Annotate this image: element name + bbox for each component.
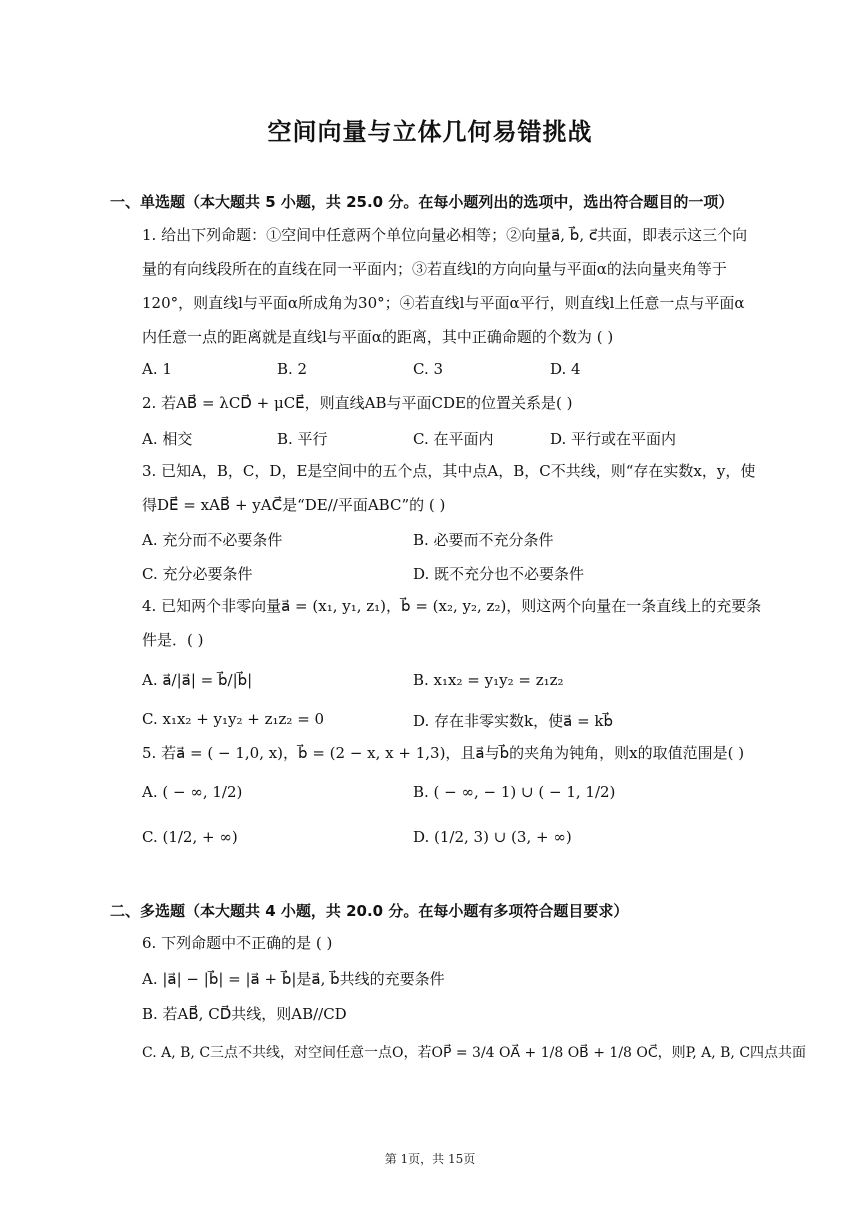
question-2-option-c: C. 在平面内 xyxy=(413,430,494,448)
question-4-line-2: 件是．( ) xyxy=(142,631,204,649)
question-2-option-a: A. 相交 xyxy=(142,430,193,448)
question-5-line-1: 5. 若a⃗ = ( − 1,0, x)，b⃗ = (2 − x, x + 1,3)，且a⃗与b⃗的夹角为钝角，则x的取值范围是( ) xyxy=(142,744,745,762)
question-2-option-b: B. 平行 xyxy=(277,430,328,448)
question-4-option-c: C. x₁x₂ + y₁y₂ + z₁z₂ = 0 xyxy=(142,710,325,728)
question-1-line-3: 120°，则直线l与平面α所成角为30°；④若直线l与平面α平行，则直线l上任意一点与平面α xyxy=(142,294,745,312)
question-5-option-d: D. (1/2, 3) ∪ (3, + ∞) xyxy=(413,828,572,846)
question-1-option-c: C. 3 xyxy=(413,360,444,378)
question-5-stem xyxy=(142,736,762,770)
question-4-option-d: D. 存在非零实数k，使a⃗ = kb⃗ xyxy=(413,712,614,730)
question-6-stem xyxy=(142,926,762,960)
question-5-option-b: B. ( − ∞, − 1) ∪ ( − 1, 1/2) xyxy=(413,783,616,801)
question-4-option-a: A. a⃗/|a⃗| = b⃗/|b⃗| xyxy=(142,671,253,689)
question-2-stem xyxy=(142,386,762,420)
question-3-option-d: D. 既不充分也不必要条件 xyxy=(413,565,585,583)
page-title: 空间向量与立体几何易错挑战 xyxy=(267,118,593,146)
question-1-option-d: D. 4 xyxy=(550,360,581,378)
question-6-option-a: A. |a⃗| − |b⃗| = |a⃗ + b⃗|是a⃗, b⃗共线的充要条件 xyxy=(142,970,445,988)
question-1-line-1: 1. 给出下列命题：①空间中任意两个单位向量必相等；②向量a⃗, b⃗, c⃗共面，即表示这三个向 xyxy=(142,226,748,244)
question-2-line-1: 2. 若AB⃗ = λCD⃗ + μCE⃗，则直线AB与平面CDE的位置关系是( ) xyxy=(142,394,573,412)
question-6-option-b: B. 若AB⃗, CD⃗共线，则AB//CD xyxy=(142,1005,347,1023)
question-4-line-1: 4. 已知两个非零向量a⃗ = (x₁, y₁, z₁)，b⃗ = (x₂, y₂, z₂)，则这两个向量在一条直线上的充要条 xyxy=(142,597,762,615)
question-5-option-c: C. (1/2, + ∞) xyxy=(142,828,238,846)
question-6-option-c: C. A, B, C三点不共线，对空间任意一点O，若OP⃗ = 3/4 OA⃗ + 1/8 OB⃗ + 1/8 OC⃗，则P, A, B, C四点共面 xyxy=(142,1045,807,1061)
question-3-option-c: C. 充分必要条件 xyxy=(142,565,253,583)
page-footer: 第 1页，共 15页 xyxy=(384,1152,476,1166)
section-heading-single-choice: 一、单选题（本大题共 5 小题，共 25.0 分。在每小题列出的选项中，选出符合题目的一项） xyxy=(110,193,734,211)
question-3-line-2: 得DE⃗ = xAB⃗ + yAC⃗是“DE//平面ABC”的 ( ) xyxy=(142,496,446,514)
question-1-option-a: A. 1 xyxy=(142,360,172,378)
question-4-stem xyxy=(142,589,762,657)
question-1-line-2: 量的有向线段所在的直线在同一平面内；③若直线l的方向向量与平面α的法向量夹角等于 xyxy=(142,260,727,278)
question-4-option-b: B. x₁x₂ = y₁y₂ = z₁z₂ xyxy=(413,671,564,689)
question-1-option-b: B. 2 xyxy=(277,360,308,378)
section-heading-multi-choice: 二、多选题（本大题共 4 小题，共 20.0 分。在每小题有多项符合题目要求） xyxy=(110,902,629,920)
question-3-option-b: B. 必要而不充分条件 xyxy=(413,531,554,549)
question-3-line-1: 3. 已知A，B，C，D，E是空间中的五个点，其中点A，B，C不共线，则“存在实数x，y，使 xyxy=(142,462,756,480)
question-6-line-1: 6. 下列命题中不正确的是 ( ) xyxy=(142,934,333,952)
question-3-stem xyxy=(142,454,762,522)
question-2-option-d: D. 平行或在平面内 xyxy=(550,430,677,448)
question-1-line-4: 内任意一点的距离就是直线l与平面α的距离，其中正确命题的个数为 ( ) xyxy=(142,328,614,346)
question-5-option-a: A. ( − ∞, 1/2) xyxy=(142,783,243,801)
question-3-option-a: A. 充分而不必要条件 xyxy=(142,531,283,549)
question-1-stem xyxy=(142,218,762,354)
